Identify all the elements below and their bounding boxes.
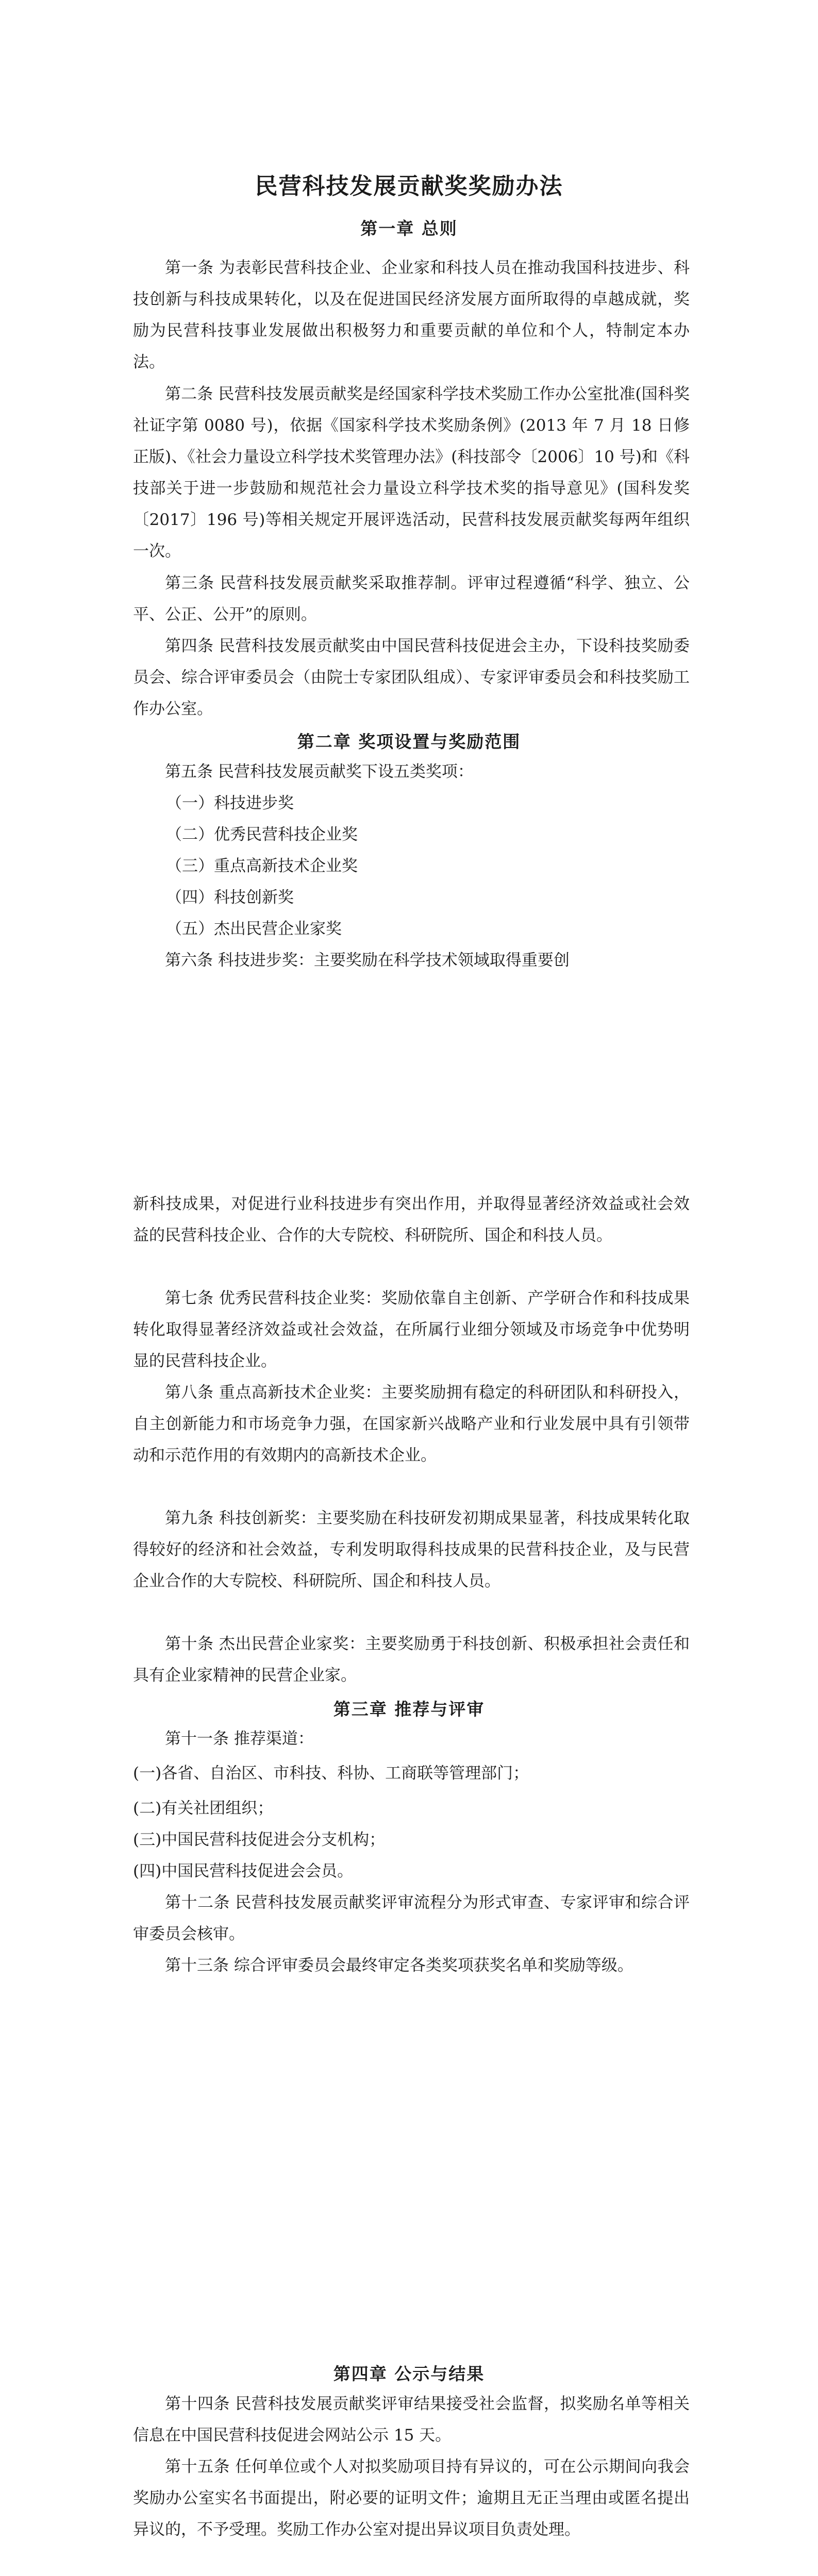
article-6-continued: 新科技成果，对促进行业科技进步有突出作用，并取得显著经济效益或社会效益的民营科技企业、合作的大专院校、科研院所、国企和科技人员。 bbox=[133, 1195, 690, 1245]
article-3: 第三条 民营科技发展贡献奖采取推荐制。评审过程遵循“科学、独立、公平、公正、公开”的原则。 bbox=[133, 574, 690, 624]
chapter-3-heading: 第三章 推荐与评审 bbox=[333, 1699, 485, 1719]
article-10: 第十条 杰出民营企业家奖：主要奖励勇于科技创新、积极承担社会责任和具有企业家精神的民营企业家。 bbox=[133, 1635, 690, 1685]
article-13: 第十三条 综合评审委员会最终审定各类奖项获奖名单和奖励等级。 bbox=[165, 1956, 633, 1975]
channel-item-3: (三)中国民营科技促进会分支机构； bbox=[133, 1831, 386, 1849]
article-5: 第五条 民营科技发展贡献奖下设五类奖项： bbox=[165, 762, 474, 781]
award-item-2: （二）优秀民营科技企业奖 bbox=[166, 825, 358, 844]
article-15: 第十五条 任何单位或个人对拟奖励项目持有异议的，可在公示期间向我会奖励办公室实名书面提出，附必要的证明文件；逾期且无正当理由或匿名提出异议的，不予受理。奖励工作办公室对提出异议项目负责处理。 bbox=[133, 2458, 690, 2539]
award-item-5: （五）杰出民营企业家奖 bbox=[166, 920, 342, 938]
chapter-1-heading: 第一章 总则 bbox=[360, 218, 458, 239]
article-9: 第九条 科技创新奖：主要奖励在科技研发初期成果显著，科技成果转化取得较好的经济和社会效益，专利发明取得科技成果的民营科技企业，及与民营企业合作的大专院校、科研院所、国企和科技人员。 bbox=[133, 1509, 690, 1590]
channel-item-2: (二)有关社团组织； bbox=[133, 1799, 274, 1818]
chapter-2-heading: 第二章 奖项设置与奖励范围 bbox=[297, 732, 521, 752]
article-1: 第一条 为表彰民营科技企业、企业家和科技人员在推动我国科技进步、科技创新与科技成果转化，以及在促进国民经济发展方面所取得的卓越成就，奖励为民营科技事业发展做出积极努力和重要贡献的单位和个人，特制定本办法。 bbox=[133, 259, 690, 371]
article-8: 第八条 重点高新技术企业奖：主要奖励拥有稳定的科研团队和科研投入，自主创新能力和市场竞争力强，在国家新兴战略产业和行业发展中具有引领带动和示范作用的有效期内的高新技术企业。 bbox=[133, 1383, 690, 1465]
channel-item-4: (四)中国民营科技促进会会员。 bbox=[133, 1862, 354, 1880]
chapter-4-heading: 第四章 公示与结果 bbox=[333, 2364, 485, 2384]
award-item-3: （三）重点高新技术企业奖 bbox=[166, 857, 358, 875]
article-4: 第四条 民营科技发展贡献奖由中国民营科技促进会主办，下设科技奖励委员会、综合评审委员会（由院士专家团队组成）、专家评审委员会和科技奖励工作办公室。 bbox=[133, 637, 690, 718]
award-item-4: （四）科技创新奖 bbox=[166, 888, 294, 907]
article-2: 第二条 民营科技发展贡献奖是经国家科学技术奖励工作办公室批准(国科奖社证字第 0080 号)，依据《国家科学技术奖励条例》(2013 年 7 月 18 日修正版)、《社会力量设立科学技术奖管理办法》(科技部令〔2006〕10 号)和《科技部关于进一步鼓励和规范社会力量设立科学技术奖的指导意见》(国科发奖〔2017〕196 号)等相关规定开展评选活动，民营科技发展贡献奖每两年组织一次。 bbox=[133, 385, 690, 561]
article-12: 第十二条 民营科技发展贡献奖评审流程分为形式审查、专家评审和综合评审委员会核审。 bbox=[133, 1893, 690, 1943]
document-title: 民营科技发展贡献奖奖励办法 bbox=[255, 173, 563, 199]
article-11: 第十一条 推荐渠道： bbox=[165, 1730, 314, 1748]
article-6-start: 第六条 科技进步奖：主要奖励在科学技术领域取得重要创 bbox=[165, 951, 570, 970]
channel-item-1: (一)各省、自治区、市科技、科协、工商联等管理部门； bbox=[133, 1764, 529, 1783]
article-14: 第十四条 民营科技发展贡献奖评审结果接受社会监督，拟奖励名单等相关信息在中国民营科技促进会网站公示 15 天。 bbox=[133, 2395, 690, 2445]
article-7: 第七条 优秀民营科技企业奖：奖励依靠自主创新、产学研合作和科技成果转化取得显著经济效益或社会效益，在所属行业细分领域及市场竞争中优势明显的民营科技企业。 bbox=[133, 1289, 690, 1370]
award-item-1: （一）科技进步奖 bbox=[166, 794, 294, 812]
